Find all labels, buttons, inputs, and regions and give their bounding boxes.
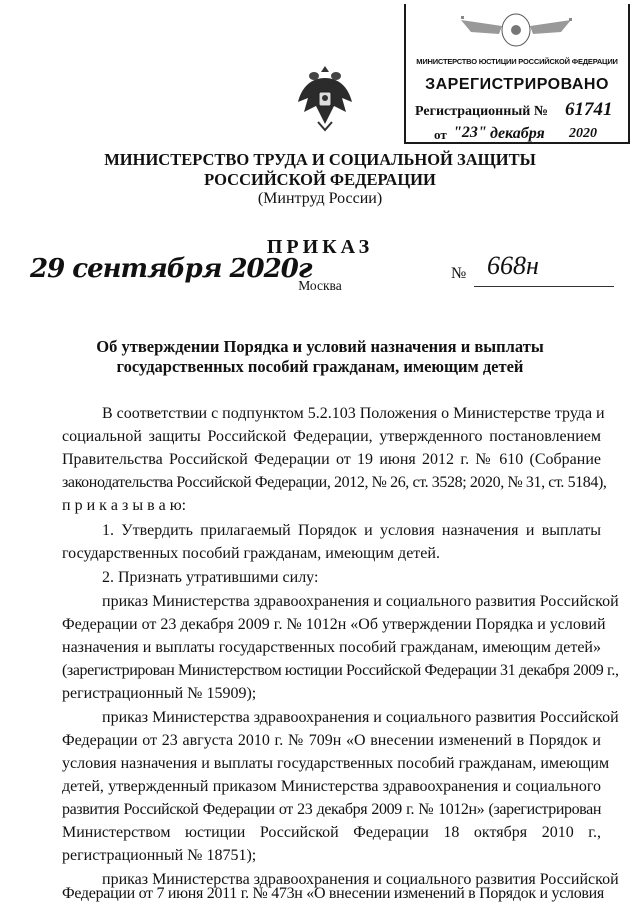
stamp-date-day: "23" — [453, 124, 487, 141]
body-line: Федерации от 23 августа 2010 г. № 709н «О внесении изменений в Порядок и — [62, 732, 601, 749]
body-line: 1. Утвердить прилагаемый Порядок и условия назначения и выплаты — [102, 522, 601, 539]
body-line: приказ Министерства здравоохранения и социального развития Российской — [102, 593, 619, 610]
body-line: государственных пособий гражданам, имеющим детей. — [62, 545, 440, 562]
body-line: приказ Министерства здравоохранения и социального развития Российской — [102, 871, 619, 888]
city: Москва — [298, 278, 342, 293]
stamp-date-year: 2020 — [569, 126, 597, 141]
body-line: приказ Министерства здравоохранения и социального развития Российской — [102, 709, 619, 726]
justice-ministry-emblem-icon — [441, 10, 591, 52]
body-line: регистрационный № 15909); — [62, 685, 257, 702]
ministry-name-line1: МИНИСТЕРСТВО ТРУДА И СОЦИАЛЬНОЙ ЗАЩИТЫ — [104, 150, 536, 169]
body-line: развития Российской Федерации от 23 декабря 2009 г. № 1012н» (зарегистрирован — [62, 801, 601, 818]
body-line: 2. Признать утратившими силу: — [102, 569, 319, 586]
ministry-name-line2: РОССИЙСКОЙ ФЕДЕРАЦИИ — [204, 170, 436, 189]
handwritten-date: 29 сентября 2020г — [30, 254, 312, 284]
stamp-registered: ЗАРЕГИСТРИРОВАНО — [425, 76, 609, 93]
stamp-reg-label: Регистрационный № — [415, 104, 548, 119]
body-line: условия назначения и выплаты государственных пособий гражданам, имеющим — [62, 755, 610, 772]
handwritten-number: 668н — [487, 251, 539, 280]
stamp-reg-number: 61741 — [565, 99, 613, 120]
stamp-date-prefix: от — [434, 127, 447, 142]
ministry-short-name: (Минтруд России) — [257, 190, 383, 207]
body-line: (зарегистрирован Министерством юстиции Российской Федерации 31 декабря 2009 г., — [62, 662, 619, 679]
stamp-date-month: декабря — [490, 125, 545, 142]
stamp-organization: МИНИСТЕРСТВО ЮСТИЦИИ РОССИЙСКОЙ ФЕДЕРАЦИИ — [416, 57, 618, 66]
body-line: Правительства Российской Федерации от 19 июня 2012 г. № 610 (Собрание — [62, 451, 601, 468]
body-line: социальной защиты Российской Федерации, утвержденного постановлением — [62, 428, 601, 445]
registration-stamp — [404, 4, 630, 144]
number-sign: № — [451, 265, 467, 282]
order-title-line2: государственных пособий гражданам, имеющим детей — [116, 357, 524, 376]
body-line: детей, утвержденный приказом Министерства здравоохранения и социального — [62, 778, 601, 795]
body-line: назначения и выплаты государственных пособий гражданам, имеющим детей» — [62, 639, 601, 656]
coat-of-arms-icon — [294, 62, 356, 132]
body-line: Федерации от 7 июня 2011 г. № 473н «О внесении изменений в Порядок и условия — [62, 885, 604, 902]
body-line: В соответствии с подпунктом 5.2.103 Положения о Министерстве труда и — [102, 405, 605, 422]
order-title-line1: Об утверждении Порядка и условий назначения и выплаты — [96, 337, 544, 356]
document-type: ПРИКАЗ — [266, 236, 374, 258]
body-line: Федерации от 23 декабря 2009 г. № 1012н «Об утверждении Порядка и условий — [62, 616, 606, 633]
body-line: Министерством юстиции Российской Федерации 18 октября 2010 г., — [62, 824, 601, 841]
body-line: законодательства Российской Федерации, 2012, № 26, ст. 3528; 2020, № 31, ст. 5184), — [62, 474, 607, 491]
body-line: регистрационный № 18751); — [62, 847, 257, 864]
body-line: п р и к а з ы в а ю: — [62, 497, 187, 514]
